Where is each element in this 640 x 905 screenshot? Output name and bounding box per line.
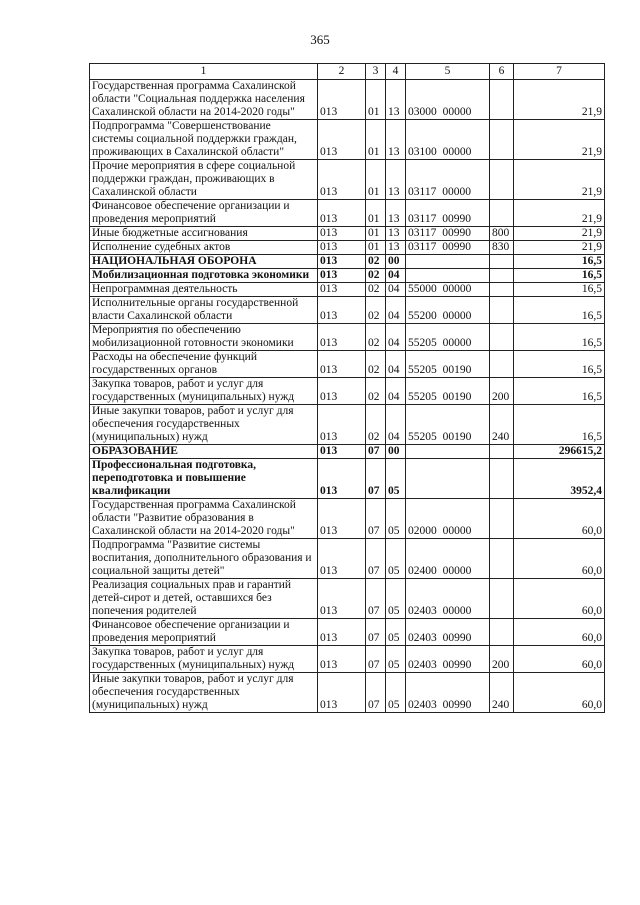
amount-cell: 16,5 xyxy=(514,351,605,378)
table-row xyxy=(90,619,605,646)
ministry-code-cell: 013 xyxy=(318,378,366,405)
expense-type-cell: 200 xyxy=(490,646,514,673)
ministry-code-cell: 013 xyxy=(318,80,366,120)
section-code-cell: 07 xyxy=(366,499,386,539)
table-row xyxy=(90,255,605,269)
amount-cell: 60,0 xyxy=(514,673,605,713)
expense-type-cell xyxy=(490,459,514,499)
table-row xyxy=(90,459,605,499)
expense-type-cell xyxy=(490,579,514,619)
subsection-code-cell: 13 xyxy=(386,160,406,200)
ministry-code-cell: 013 xyxy=(318,459,366,499)
row-name-cell: Расходы на обеспечение функций государственных органов xyxy=(90,351,318,378)
expense-type-cell xyxy=(490,324,514,351)
row-name-cell: Иные бюджетные ассигнования xyxy=(90,227,318,241)
column-header: 2 xyxy=(318,64,366,80)
section-code-cell: 07 xyxy=(366,459,386,499)
table-row xyxy=(90,378,605,405)
amount-cell: 16,5 xyxy=(514,297,605,324)
subsection-code-cell: 13 xyxy=(386,120,406,160)
subsection-code-cell: 05 xyxy=(386,673,406,713)
amount-cell: 60,0 xyxy=(514,646,605,673)
amount-cell: 21,9 xyxy=(514,160,605,200)
target-article-cell: 55200 00000 xyxy=(406,297,490,324)
target-article-cell xyxy=(406,269,490,283)
section-code-cell: 07 xyxy=(366,445,386,459)
ministry-code-cell: 013 xyxy=(318,241,366,255)
expense-type-cell xyxy=(490,499,514,539)
table-row xyxy=(90,227,605,241)
section-code-cell: 07 xyxy=(366,539,386,579)
table-row xyxy=(90,80,605,120)
row-name-cell: Исполнительные органы государственной власти Сахалинской области xyxy=(90,297,318,324)
section-code-cell: 07 xyxy=(366,673,386,713)
expense-type-cell xyxy=(490,80,514,120)
expense-type-cell xyxy=(490,269,514,283)
section-code-cell: 01 xyxy=(366,120,386,160)
table-row xyxy=(90,297,605,324)
table-row xyxy=(90,324,605,351)
expense-type-cell xyxy=(490,297,514,324)
row-name-cell: Реализация социальных прав и гарантий детей-сирот и детей, оставшихся без попечения родителей xyxy=(90,579,318,619)
amount-cell: 60,0 xyxy=(514,539,605,579)
table-row xyxy=(90,646,605,673)
subsection-code-cell: 13 xyxy=(386,80,406,120)
target-article-cell: 55205 00190 xyxy=(406,351,490,378)
section-code-cell: 02 xyxy=(366,283,386,297)
table-row xyxy=(90,405,605,445)
table-row xyxy=(90,351,605,378)
row-name-cell: Профессиональная подготовка, переподготовка и повышение квалификации xyxy=(90,459,318,499)
subsection-code-cell: 04 xyxy=(386,405,406,445)
ministry-code-cell: 013 xyxy=(318,227,366,241)
amount-cell: 60,0 xyxy=(514,619,605,646)
amount-cell: 16,5 xyxy=(514,269,605,283)
table-row xyxy=(90,120,605,160)
subsection-code-cell: 00 xyxy=(386,255,406,269)
target-article-cell: 02403 00990 xyxy=(406,673,490,713)
row-name-cell: Подпрограмма "Совершенствование системы социальной поддержки граждан, проживающих в Сахалинской области" xyxy=(90,120,318,160)
subsection-code-cell: 04 xyxy=(386,283,406,297)
expense-type-cell xyxy=(490,160,514,200)
section-code-cell: 07 xyxy=(366,646,386,673)
section-code-cell: 01 xyxy=(366,80,386,120)
target-article-cell: 02403 00990 xyxy=(406,619,490,646)
section-code-cell: 07 xyxy=(366,619,386,646)
table-row xyxy=(90,283,605,297)
section-code-cell: 02 xyxy=(366,378,386,405)
target-article-cell: 55000 00000 xyxy=(406,283,490,297)
ministry-code-cell: 013 xyxy=(318,324,366,351)
ministry-code-cell: 013 xyxy=(318,120,366,160)
amount-cell: 16,5 xyxy=(514,324,605,351)
table-row xyxy=(90,579,605,619)
ministry-code-cell: 013 xyxy=(318,445,366,459)
expense-type-cell xyxy=(490,283,514,297)
expense-type-cell xyxy=(490,445,514,459)
target-article-cell xyxy=(406,445,490,459)
section-code-cell: 02 xyxy=(366,269,386,283)
expense-type-cell xyxy=(490,351,514,378)
amount-cell: 3952,4 xyxy=(514,459,605,499)
subsection-code-cell: 13 xyxy=(386,241,406,255)
target-article-cell: 03117 00990 xyxy=(406,241,490,255)
target-article-cell: 02403 00990 xyxy=(406,646,490,673)
expense-type-cell: 830 xyxy=(490,241,514,255)
expense-type-cell xyxy=(490,120,514,160)
subsection-code-cell: 05 xyxy=(386,579,406,619)
section-code-cell: 01 xyxy=(366,160,386,200)
target-article-cell: 03117 00000 xyxy=(406,160,490,200)
row-name-cell: Иные закупки товаров, работ и услуг для обеспечения государственных (муниципальных) нужд xyxy=(90,673,318,713)
amount-cell: 21,9 xyxy=(514,227,605,241)
ministry-code-cell: 013 xyxy=(318,619,366,646)
table-row xyxy=(90,539,605,579)
target-article-cell xyxy=(406,255,490,269)
ministry-code-cell: 013 xyxy=(318,200,366,227)
section-code-cell: 01 xyxy=(366,200,386,227)
column-number-row xyxy=(90,64,605,80)
row-name-cell: Иные закупки товаров, работ и услуг для обеспечения государственных (муниципальных) нужд xyxy=(90,405,318,445)
target-article-cell: 02400 00000 xyxy=(406,539,490,579)
ministry-code-cell: 013 xyxy=(318,673,366,713)
target-article-cell: 03100 00000 xyxy=(406,120,490,160)
row-name-cell: Подпрограмма "Развитие системы воспитания, дополнительного образования и социальной защиты детей" xyxy=(90,539,318,579)
ministry-code-cell: 013 xyxy=(318,646,366,673)
subsection-code-cell: 13 xyxy=(386,227,406,241)
row-name-cell: Мобилизационная подготовка экономики xyxy=(90,269,318,283)
table-row xyxy=(90,673,605,713)
amount-cell: 16,5 xyxy=(514,283,605,297)
row-name-cell: Исполнение судебных актов xyxy=(90,241,318,255)
subsection-code-cell: 05 xyxy=(386,499,406,539)
column-header: 7 xyxy=(514,64,605,80)
row-name-cell: Прочие мероприятия в сфере социальной поддержки граждан, проживающих в Сахалинской области xyxy=(90,160,318,200)
row-name-cell: Закупка товаров, работ и услуг для государственных (муниципальных) нужд xyxy=(90,646,318,673)
ministry-code-cell: 013 xyxy=(318,499,366,539)
subsection-code-cell: 05 xyxy=(386,619,406,646)
ministry-code-cell: 013 xyxy=(318,269,366,283)
section-code-cell: 02 xyxy=(366,255,386,269)
ministry-code-cell: 013 xyxy=(318,297,366,324)
ministry-code-cell: 013 xyxy=(318,539,366,579)
target-article-cell: 55205 00190 xyxy=(406,405,490,445)
row-name-cell: Государственная программа Сахалинской области "Социальная поддержка населения Сахалинской области на 2014-2020 годы" xyxy=(90,80,318,120)
row-name-cell: Мероприятия по обеспечению мобилизационной готовности экономики xyxy=(90,324,318,351)
amount-cell: 296615,2 xyxy=(514,445,605,459)
section-code-cell: 02 xyxy=(366,324,386,351)
amount-cell: 21,9 xyxy=(514,80,605,120)
table-row xyxy=(90,499,605,539)
row-name-cell: Непрограммная деятельность xyxy=(90,283,318,297)
target-article-cell: 03000 00000 xyxy=(406,80,490,120)
expense-type-cell xyxy=(490,619,514,646)
table-row xyxy=(90,160,605,200)
page-number: 365 xyxy=(310,32,330,47)
amount-cell: 21,9 xyxy=(514,200,605,227)
subsection-code-cell: 04 xyxy=(386,324,406,351)
row-name-cell: Государственная программа Сахалинской области "Развитие образования в Сахалинской области на 2014-2020 годы" xyxy=(90,499,318,539)
target-article-cell: 02403 00000 xyxy=(406,579,490,619)
budget-table xyxy=(89,63,605,713)
subsection-code-cell: 05 xyxy=(386,539,406,579)
subsection-code-cell: 04 xyxy=(386,378,406,405)
section-code-cell: 01 xyxy=(366,241,386,255)
expense-type-cell xyxy=(490,200,514,227)
table-row xyxy=(90,269,605,283)
target-article-cell: 55205 00190 xyxy=(406,378,490,405)
amount-cell: 60,0 xyxy=(514,579,605,619)
table-row xyxy=(90,200,605,227)
subsection-code-cell: 13 xyxy=(386,200,406,227)
ministry-code-cell: 013 xyxy=(318,579,366,619)
section-code-cell: 02 xyxy=(366,351,386,378)
ministry-code-cell: 013 xyxy=(318,160,366,200)
subsection-code-cell: 04 xyxy=(386,351,406,378)
subsection-code-cell: 05 xyxy=(386,459,406,499)
ministry-code-cell: 013 xyxy=(318,255,366,269)
row-name-cell: НАЦИОНАЛЬНАЯ ОБОРОНА xyxy=(90,255,318,269)
table-row xyxy=(90,445,605,459)
amount-cell: 16,5 xyxy=(514,255,605,269)
subsection-code-cell: 04 xyxy=(386,297,406,324)
target-article-cell: 03117 00990 xyxy=(406,200,490,227)
row-name-cell: Финансовое обеспечение организации и проведения мероприятий xyxy=(90,200,318,227)
expense-type-cell: 240 xyxy=(490,405,514,445)
column-header: 5 xyxy=(406,64,490,80)
section-code-cell: 02 xyxy=(366,405,386,445)
amount-cell: 21,9 xyxy=(514,120,605,160)
ministry-code-cell: 013 xyxy=(318,405,366,445)
column-header: 3 xyxy=(366,64,386,80)
ministry-code-cell: 013 xyxy=(318,351,366,378)
column-header: 1 xyxy=(90,64,318,80)
section-code-cell: 01 xyxy=(366,227,386,241)
section-code-cell: 07 xyxy=(366,579,386,619)
row-name-cell: Финансовое обеспечение организации и проведения мероприятий xyxy=(90,619,318,646)
expense-type-cell xyxy=(490,539,514,579)
subsection-code-cell: 04 xyxy=(386,269,406,283)
column-header: 6 xyxy=(490,64,514,80)
amount-cell: 60,0 xyxy=(514,499,605,539)
target-article-cell: 03117 00990 xyxy=(406,227,490,241)
row-name-cell: Закупка товаров, работ и услуг для государственных (муниципальных) нужд xyxy=(90,378,318,405)
expense-type-cell: 200 xyxy=(490,378,514,405)
subsection-code-cell: 00 xyxy=(386,445,406,459)
ministry-code-cell: 013 xyxy=(318,283,366,297)
expense-type-cell xyxy=(490,255,514,269)
amount-cell: 16,5 xyxy=(514,378,605,405)
column-header: 4 xyxy=(386,64,406,80)
subsection-code-cell: 05 xyxy=(386,646,406,673)
expense-type-cell: 800 xyxy=(490,227,514,241)
target-article-cell xyxy=(406,459,490,499)
section-code-cell: 02 xyxy=(366,297,386,324)
expense-type-cell: 240 xyxy=(490,673,514,713)
target-article-cell: 55205 00000 xyxy=(406,324,490,351)
target-article-cell: 02000 00000 xyxy=(406,499,490,539)
amount-cell: 21,9 xyxy=(514,241,605,255)
amount-cell: 16,5 xyxy=(514,405,605,445)
table-row xyxy=(90,241,605,255)
table-body xyxy=(90,80,605,713)
row-name-cell: ОБРАЗОВАНИЕ xyxy=(90,445,318,459)
